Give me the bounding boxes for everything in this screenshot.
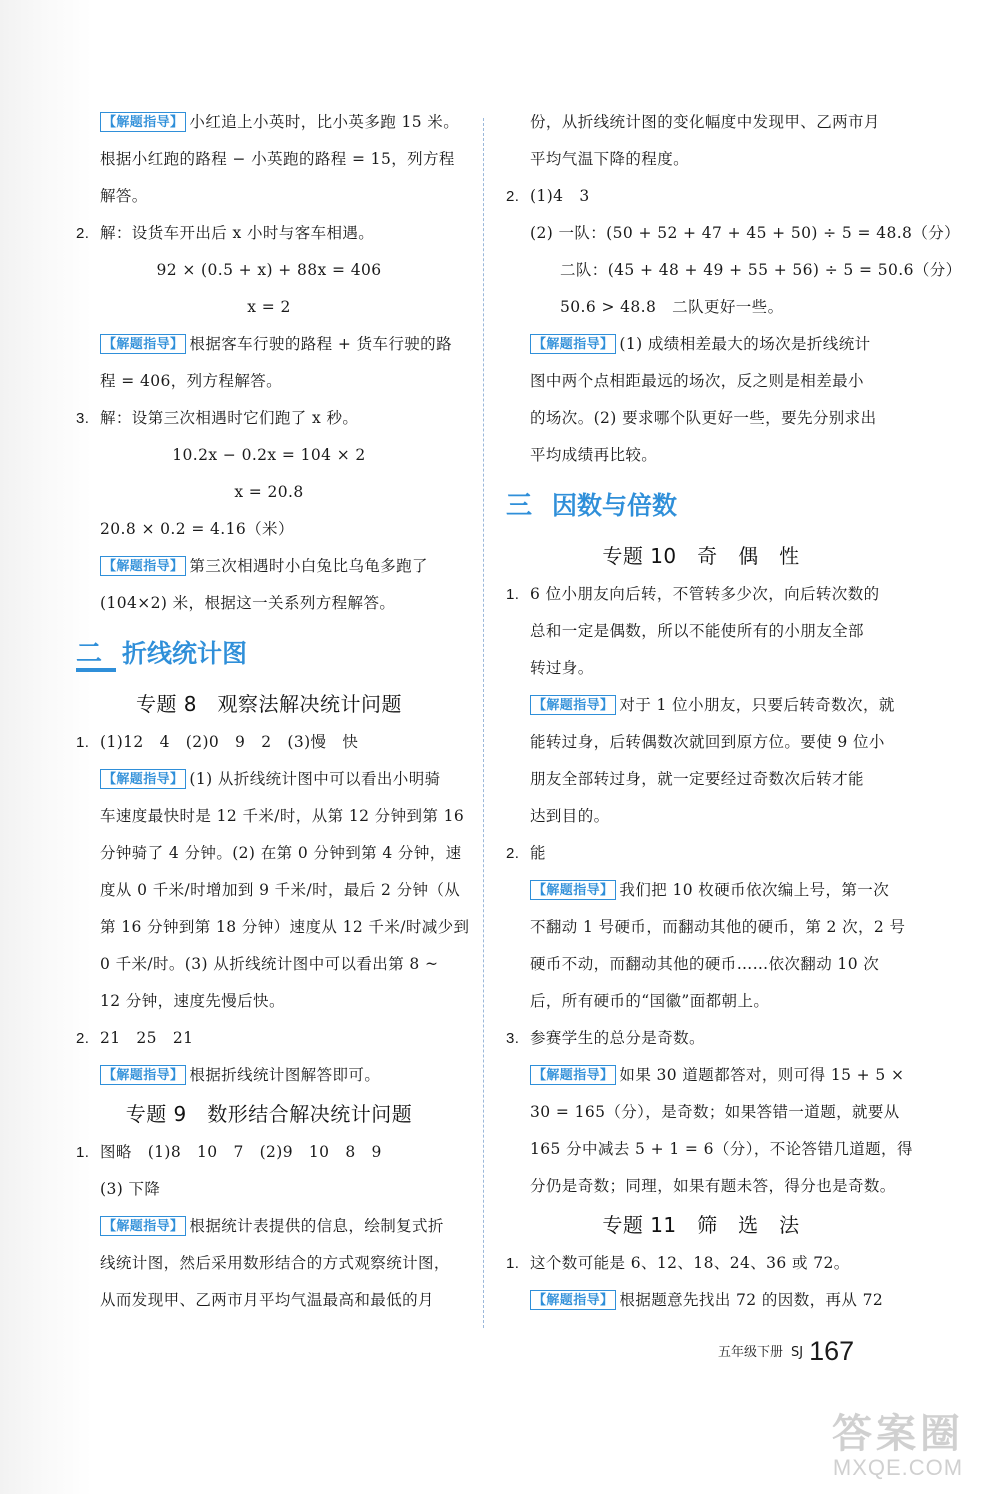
text-line: 0 千米/时。(3) 从折线统计图中可以看出第 8 ~ (100, 955, 439, 973)
left-column (76, 104, 470, 1319)
text-line: 解答。 (100, 187, 148, 205)
guide-tag: 【解题指导】 (530, 1065, 616, 1085)
guide-tag: 【解题指导】 (100, 112, 186, 132)
text-line: 度从 0 千米/时增加到 9 千米/时，最后 2 分钟（从 (100, 881, 461, 899)
text-line: 165 分中减去 5 + 1 = 6（分），不论答错几道题，得 (530, 1140, 913, 1158)
text-line: 达到目的。 (530, 807, 610, 825)
equation: 92 × (0.5 + x) + 88x = 406 (156, 261, 382, 279)
topic-10-title: 专题 10 奇 偶 性 (602, 544, 800, 568)
guide-tag: 【解题指导】 (530, 695, 616, 715)
text-line: 从而发现甲、乙两市月平均气温最高和最低的月 (100, 1291, 434, 1309)
page-number: 167 (809, 1336, 855, 1366)
text-line: 总和一定是偶数，所以不能使所有的小朋友全部 (530, 622, 864, 640)
guide-tag: 【解题指导】 (100, 556, 186, 576)
text-line: 分钟骑了 4 分钟。(2) 在第 0 分钟到第 4 分钟，速 (100, 844, 462, 862)
equation: 10.2x − 0.2x = 104 × 2 (172, 446, 366, 464)
text-line: 【解题指导】 根据统计表提供的信息，绘制复式折 (76, 1208, 462, 1245)
equation: x = 20.8 (234, 483, 304, 501)
text-line: 【解题指导】 对于 1 位小朋友，只要后转奇数次，就 (506, 687, 896, 724)
unit-title-2: 二 折线统计图 (76, 622, 462, 684)
text-line: 不翻动 1 号硬币，而翻动其他的硬币，第 2 次，2 号 (530, 918, 906, 936)
text-line: 转过身。 (530, 659, 594, 677)
guide-tag: 【解题指导】 (100, 1216, 186, 1236)
text-line: (3) 下降 (100, 1180, 161, 1198)
text-line: 30 = 165（分），是奇数；如果答错一道题，就要从 (530, 1103, 900, 1121)
equation: 50.6 > 48.8 二队更好一些。 (560, 298, 784, 316)
text-line: 硬币不动，而翻动其他的硬币……依次翻动 10 次 (530, 955, 880, 973)
text-line: 【解题指导】 (1) 从折线统计图中可以看出小明骑 (76, 761, 462, 798)
text-line: 12 分钟，速度先慢后快。 (100, 992, 285, 1010)
text-line: 车速度最快时是 12 千米/时，从第 12 分钟到第 16 (100, 807, 465, 825)
equation: x = 2 (247, 298, 291, 316)
guide-tag: 【解题指导】 (530, 334, 616, 354)
equation: (2) 一队：(50 + 52 + 47 + 45 + 50) ÷ 5 = 48.8（分） (530, 224, 961, 242)
text-line: 程 = 406，列方程解答。 (100, 372, 283, 390)
question-2: 2. (1)4 3 (506, 187, 590, 205)
text-line: 图中两个点相距最远的场次，反之则是相差最小 (530, 372, 864, 390)
text-line: 后，所有硬币的“国徽”面都朝上。 (530, 992, 770, 1010)
guide-tag: 【解题指导】 (530, 1290, 616, 1310)
unit-number: 三 (506, 490, 533, 520)
equation: 20.8 × 0.2 = 4.16（米） (100, 520, 294, 538)
text-line: 【解题指导】 根据折线统计图解答即可。 (76, 1057, 462, 1094)
text-line: 第 16 分钟到第 18 分钟）速度从 12 千米/时减少到 (100, 918, 470, 936)
question-1: 1. 6 位小朋友向后转，不管转多少次，向后转次数的 (506, 585, 880, 603)
guide-tag: 【解题指导】 (100, 769, 186, 789)
topic-8-title: 专题 8 观察法解决统计问题 (135, 692, 403, 716)
text-line: 份，从折线统计图的变化幅度中发现甲、乙两市月 (530, 113, 880, 131)
text-line: 分仍是奇数；同理，如果有题未答，得分也是奇数。 (530, 1177, 896, 1195)
question-1: 1. (1)12 4 (2)0 9 2 (3)慢 快 (76, 733, 359, 751)
text-line: 【解题指导】 根据题意先找出 72 的因数，再从 72 (506, 1282, 896, 1319)
column-divider (483, 118, 484, 1328)
text-line: 【解题指导】 我们把 10 枚硬币依次编上号，第一次 (506, 872, 896, 909)
text-line: 平均气温下降的程度。 (530, 150, 690, 168)
watermark-logo-text: 答案圈 (832, 1412, 964, 1456)
guide-tag: 【解题指导】 (100, 1065, 186, 1085)
text-line: 【解题指导】 小红追上小英时，比小英多跑 15 米。 (76, 104, 462, 141)
grade-label: 五年级下册 (718, 1345, 784, 1360)
text-line: 【解题指导】 第三次相遇时小白兔比乌龟多跑了 (76, 548, 462, 585)
series-label: SJ (791, 1345, 804, 1360)
question-3: 3. 解：设第三次相遇时它们跑了 x 秒。 (76, 409, 359, 427)
text-line: (104×2) 米，根据这一关系列方程解答。 (100, 594, 396, 612)
text-line: 平均成绩再比较。 (530, 446, 658, 464)
question-2: 2. 解：设货车开出后 x 小时与客车相遇。 (76, 224, 375, 242)
question-1: 1. 这个数可能是 6、12、18、24、36 或 72。 (506, 1254, 850, 1272)
text-line: 根据小红跑的路程 − 小英跑的路程 = 15，列方程 (100, 150, 455, 168)
right-column (506, 104, 962, 1319)
text-line: 的场次。(2) 要求哪个队更好一些，要先分别求出 (530, 409, 877, 427)
site-watermark (818, 1402, 978, 1481)
question-1: 1. 图略 (1)8 10 7 (2)9 10 8 9 (76, 1143, 382, 1161)
text-line: 【解题指导】 如果 30 道题都答对，则可得 15 + 5 × (506, 1057, 896, 1094)
guide-tag: 【解题指导】 (530, 880, 616, 900)
page-footer (718, 1336, 854, 1367)
text-line: 线统计图，然后采用数形结合的方式观察统计图， (100, 1254, 450, 1272)
question-2: 2. 21 25 21 (76, 1029, 194, 1047)
text-line: 【解题指导】 根据客车行驶的路程 + 货车行驶的路 (76, 326, 462, 363)
question-3: 3. 参赛学生的总分是奇数。 (506, 1029, 705, 1047)
question-2: 2. 能 (506, 844, 546, 862)
equation: 二队：(45 + 48 + 49 + 55 + 56) ÷ 5 = 50.6（分） (560, 261, 962, 279)
topic-11-title: 专题 11 筛 选 法 (602, 1213, 800, 1237)
unit-number: 二 (76, 638, 103, 668)
watermark-url: MXQE.COM (832, 1455, 964, 1480)
unit-underline (76, 668, 116, 672)
topic-9-title: 专题 9 数形结合解决统计问题 (125, 1102, 413, 1126)
text-line: 朋友全部转过身，就一定要经过奇数次后转才能 (530, 770, 864, 788)
text-line: 【解题指导】 (1) 成绩相差最大的场次是折线统计 (506, 326, 896, 363)
unit-title-3: 三 因数与倍数 (506, 474, 896, 536)
guide-tag: 【解题指导】 (100, 334, 186, 354)
text-line: 能转过身，后转偶数次就回到原方位。要使 9 位小 (530, 733, 885, 751)
